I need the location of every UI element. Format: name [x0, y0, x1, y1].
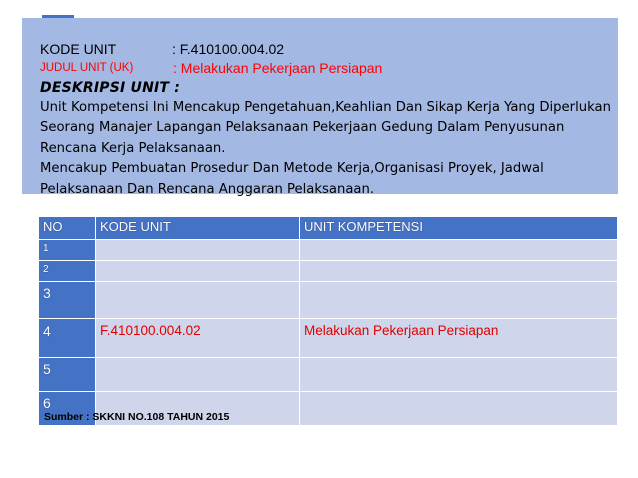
row-kode-unit — [96, 358, 300, 392]
row-unit-kompetensi: Melakukan Pekerjaan Persiapan — [300, 319, 618, 358]
table-row — [39, 319, 618, 358]
row-kode-unit — [96, 261, 300, 282]
table-header-row — [39, 217, 618, 240]
row-number: 1 — [39, 240, 96, 261]
deskripsi-unit-label: DESKRIPSI UNIT : — [40, 80, 181, 96]
table-row — [39, 240, 618, 261]
row-unit-kompetensi — [300, 282, 618, 319]
description-paragraph-1: Unit Kompetensi Ini Mencakup Pengetahuan,Keahlian Dan Sikap Kerja Yang Diperlukan Seorang Manajer Lapangan Pelaksanaan Pekerjaan Gedung Dalam Penyusunan Rencana Kerja Pelaksanaan. — [40, 100, 611, 156]
judul-unit-value: : Melakukan Pekerjaan Persiapan — [173, 60, 383, 76]
table-row — [39, 261, 618, 282]
kode-unit-value: : F.410100.004.02 — [172, 41, 285, 57]
column-header-unit-kompetensi: UNIT KOMPETENSI — [300, 217, 618, 240]
row-number: 4 — [39, 319, 96, 358]
table-row — [39, 358, 618, 392]
column-header-kode-unit: KODE UNIT — [96, 217, 300, 240]
unit-competency-table — [38, 216, 618, 426]
row-number: 6 — [39, 392, 96, 426]
description-paragraph-2: Mencakup Pembuatan Prosedur Dan Metode Kerja,Organisasi Proyek, Jadwal Pelaksanaan Dan Rencana Anggaran Pelaksanaan. — [40, 161, 544, 197]
kode-unit-label: KODE UNIT — [40, 41, 117, 57]
row-kode-unit — [96, 282, 300, 319]
source-citation: Sumber : SKKNI NO.108 TAHUN 2015 — [44, 411, 230, 423]
column-header-no: NO — [39, 217, 96, 240]
table-row — [39, 282, 618, 319]
row-unit-kompetensi — [300, 358, 618, 392]
row-number: 3 — [39, 282, 96, 319]
row-kode-unit: F.410100.004.02 — [96, 319, 300, 358]
row-number: 5 — [39, 358, 96, 392]
unit-description — [40, 98, 615, 200]
row-kode-unit — [96, 240, 300, 261]
row-unit-kompetensi — [300, 261, 618, 282]
row-unit-kompetensi — [300, 392, 618, 426]
row-number: 2 — [39, 261, 96, 282]
row-unit-kompetensi — [300, 240, 618, 261]
judul-unit-label: JUDUL UNIT (UK) — [40, 62, 134, 74]
